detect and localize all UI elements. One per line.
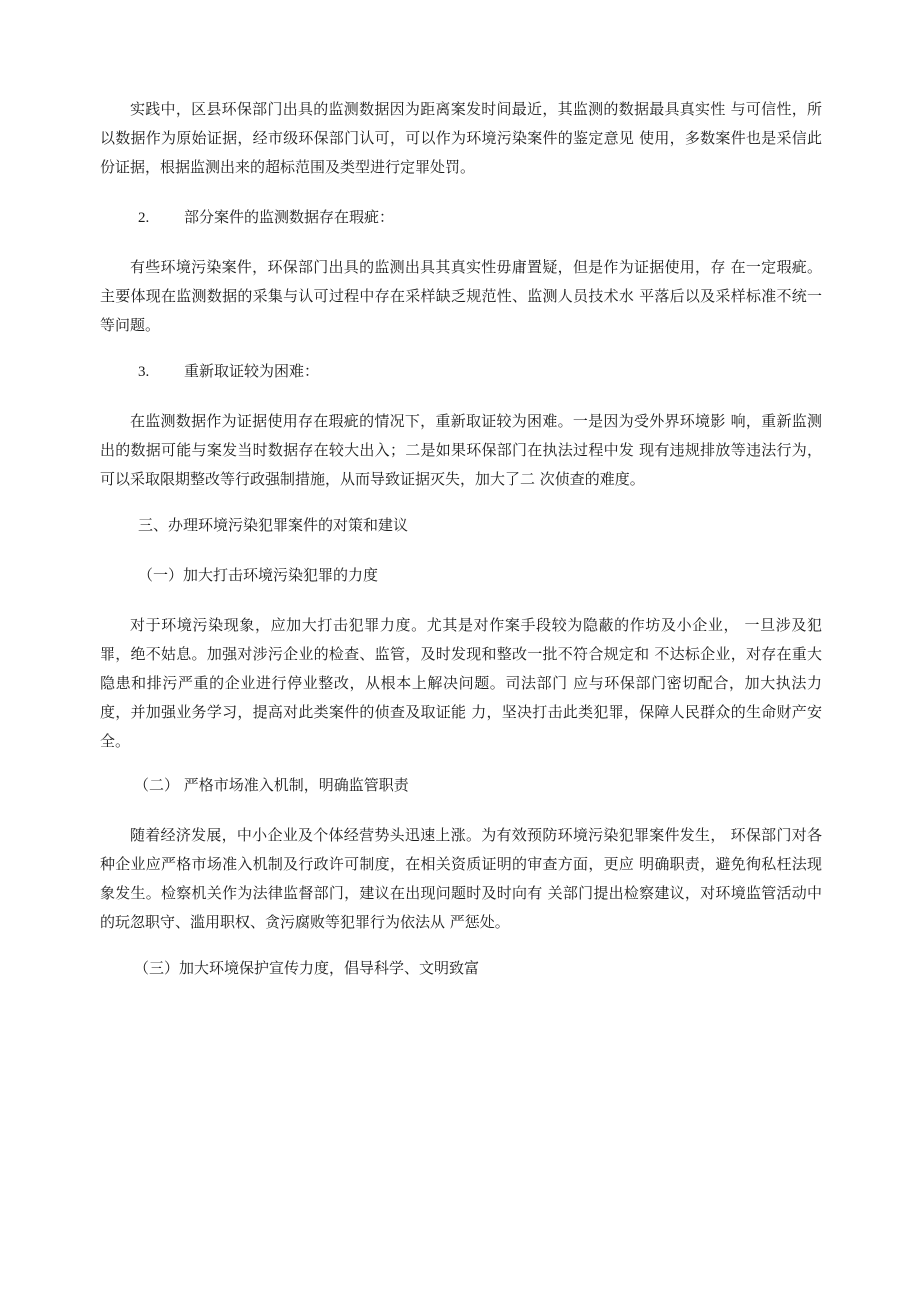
heading-text: 部分案件的监测数据存在瑕疵： bbox=[184, 208, 395, 226]
subsection-heading-2: （二） 严格市场准入机制，明确监管职责 bbox=[134, 776, 409, 794]
paragraph-re-evidence-difficulty: 在监测数据作为证据使用存在瑕疵的情况下，重新取证较为困难。一是因为受外界环境影 响，重新监测出的数据可能与案发当时数据存在较大出入；二是如果环保部门在执法过程中发 现有违规排放等违法行为，可以采取限期整改等行政强制措施，从而导致证据灭失，加大了二 次侦查的难度。 bbox=[100, 412, 822, 488]
paragraph-crackdown: 对于环境污染现象，应加大打击犯罪力度。尤其是对作案手段较为隐蔽的作坊及小企业， 一旦涉及犯罪，绝不姑息。加强对涉污企业的检查、监管，及时发现和整改一批不符合规定和 不达标企业，对存在重大隐患和排污严重的企业进行停业整改，从根本上解决问题。司法部门 应与环保部门密切配合，加大执法力度，并加强业务学习，提高对此类案件的侦查及取证能 力，坚决打击此类犯罪，保障人民群众的生命财产安全。 bbox=[100, 616, 822, 750]
numbered-heading-2 bbox=[138, 203, 394, 233]
heading-number: 2. bbox=[138, 210, 150, 226]
subsection-heading-1: （一）加大打击环境污染犯罪的力度 bbox=[138, 566, 379, 584]
numbered-heading-3 bbox=[138, 357, 319, 387]
subsection-heading-3: （三）加大环境保护宣传力度，倡导科学、文明致富 bbox=[134, 959, 480, 977]
section-heading-countermeasures: 三、办理环境污染犯罪案件的对策和建议 bbox=[138, 516, 409, 534]
paragraph-data-flaws: 有些环境污染案件，环保部门出具的监测出具其真实性毋庸置疑，但是作为证据使用，存 在一定瑕疵。主要体现在监测数据的采集与认可过程中存在采样缺乏规范性、监测人员技术水 平落后以及采样标准不统一等问题。 bbox=[100, 258, 822, 334]
heading-number: 3. bbox=[138, 364, 150, 380]
heading-text: 重新取证较为困难： bbox=[184, 362, 320, 380]
paragraph-market-access: 随着经济发展，中小企业及个体经营势头迅速上涨。为有效预防环境污染犯罪案件发生， 环保部门对各种企业应严格市场准入机制及行政许可制度，在相关资质证明的审查方面，更应 明确职责，避免徇私枉法现象发生。检察机关作为法律监督部门，建议在出现问题时及时向有 关部门提出检察建议，对环境监管活动中的玩忽职守、滥用职权、贪污腐败等犯罪行为依法从 严惩处。 bbox=[100, 826, 822, 931]
paragraph-monitoring-data-credibility: 实践中，区县环保部门出具的监测数据因为距离案发时间最近，其监测的数据最具真实性 与可信性，所以数据作为原始证据，经市级环保部门认可，可以作为环境污染案件的鉴定意见 使用，多数案件也是采信此份证据，根据监测出来的超标范围及类型进行定罪处罚。 bbox=[100, 100, 822, 176]
